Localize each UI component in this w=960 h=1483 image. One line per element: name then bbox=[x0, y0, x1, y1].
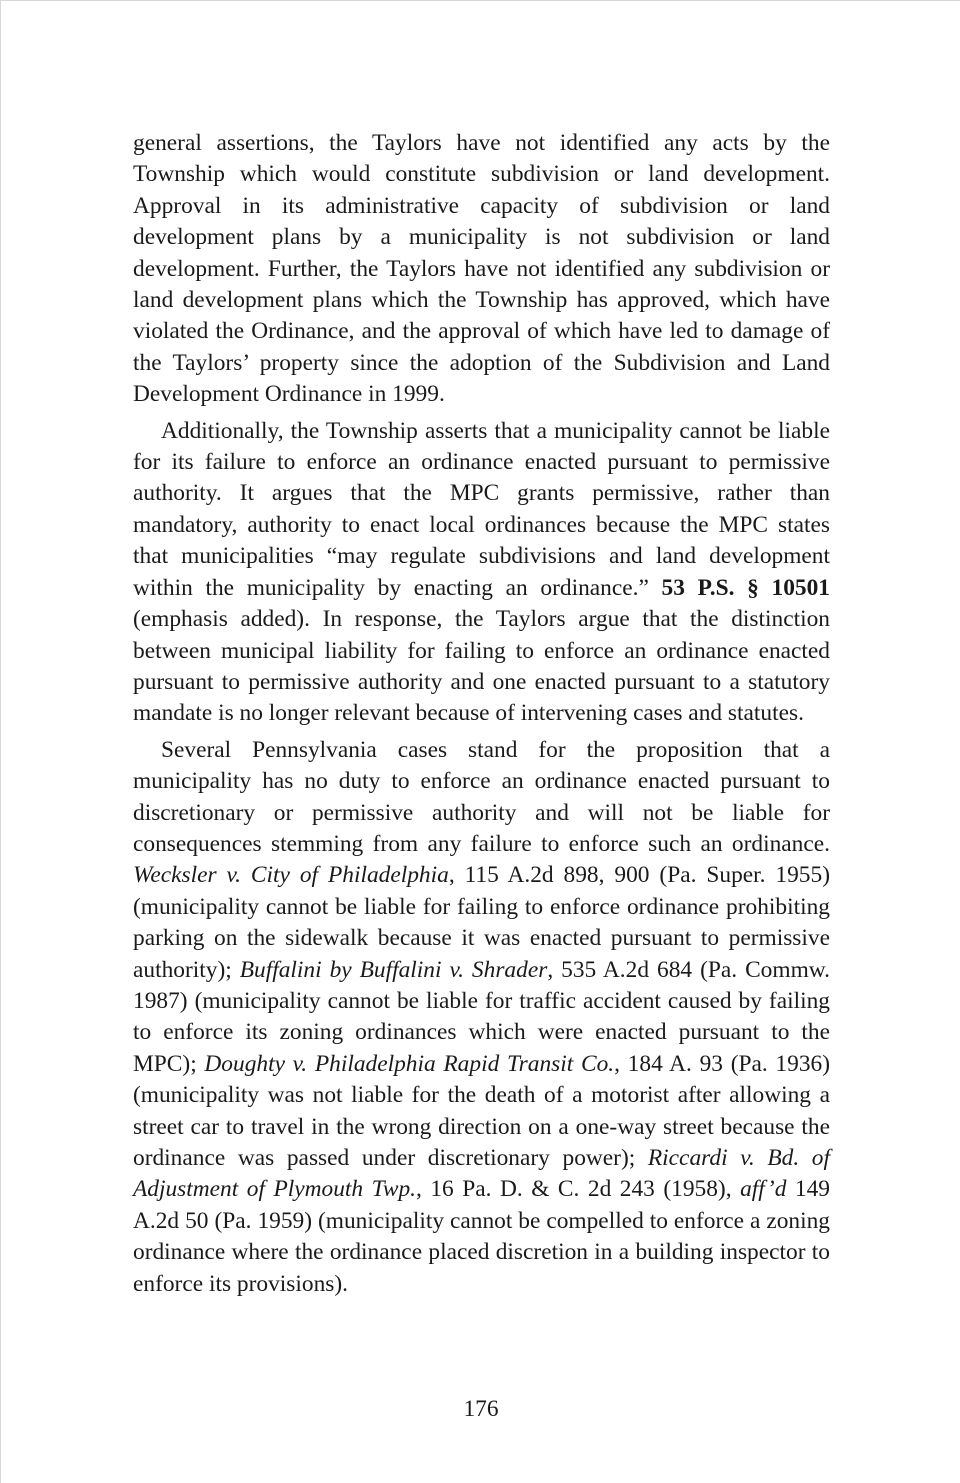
body-text bbox=[133, 128, 830, 1300]
text-run: (emphasis added). In response, the Taylors argue that the distinction between municipal liability for failing to enforce an ordinance enacted pursuant to permissive authority and one enacted pursuant to a statutory mandate is no longer relevant because of intervening cases and statutes. bbox=[133, 606, 830, 727]
citation-case-name: Wecksler v. City of Philadelphia bbox=[133, 862, 449, 889]
citation-case-name: Riccardi v. Bd. of Adjustment of Plymouth Twp. bbox=[133, 1145, 830, 1203]
statute-citation: 53 P.S. § 10501 bbox=[661, 574, 830, 601]
citation-case-name: Buffalini by Buffalini v. Shrader bbox=[239, 956, 548, 983]
text-run: general assertions, the Taylors have not identified any acts by the Township which would constitute subdivision or land development. Approval in its administrative capacity of subdivision or land development plans by a municipality is not subdivision or land development. Further, the Taylors have not identified any subdivision or land development plans which the Township has approved, which have violated the Ordinance, and the approval of which have led to damage of the Taylors’ property since the adoption of the Subdivision and Land Development Ordinance in 1999. bbox=[133, 130, 830, 408]
paragraph-3 bbox=[133, 735, 830, 1300]
text-run: 149 A.2d 50 (Pa. 1959) (municipality cannot be compelled to enforce a zoning ordinance where the ordinance placed discretion in a building inspector to enforce its provisions). bbox=[133, 1176, 830, 1297]
paragraph-1 bbox=[133, 128, 830, 411]
citation-case-name: aff’d bbox=[740, 1176, 787, 1203]
paragraph-2 bbox=[133, 416, 830, 730]
text-run: Additionally, the Township asserts that a municipality cannot be liable for its failure to enforce an ordinance enacted pursuant to permissive authority. It argues that the MPC grants permissive, rather than mandatory, authority to enact local ordinances because the MPC states that municipalities “may regulate subdivisions and land development within the municipality by enacting an ordinance.” bbox=[133, 417, 830, 601]
page-number: 176 bbox=[463, 1396, 499, 1422]
text-run: , 16 Pa. D. & C. 2d 243 (1958), bbox=[416, 1176, 741, 1203]
text-run: Several Pennsylvania cases stand for the proposition that a municipality has no duty to enforce an ordinance enacted pursuant to discretionary or permissive authority and will not be liable for consequences stemming from any failure to enforce such an ordinance. bbox=[133, 736, 830, 857]
text-run: , 535 A.2d 684 (Pa. Commw. 1987) (municipality cannot be liable for traffic accident caused by failing to enforce its zoning ordinances which were enacted pursuant to the MPC); bbox=[133, 956, 830, 1077]
citation-case-name: Doughty v. Philadelphia Rapid Transit Co. bbox=[204, 1050, 615, 1077]
text-run: , 184 A. 93 (Pa. 1936) (municipality was not liable for the death of a motorist after allowing a street car to travel in the wrong direction on a one-way street because the ordinance was passed under discretionary power); bbox=[133, 1050, 831, 1171]
text-run: , 115 A.2d 898, 900 (Pa. Super. 1955) (municipality cannot be liable for failing to enforce ordinance prohibiting parking on the sidewalk because it was enacted pursuant to permissive authority); bbox=[133, 862, 830, 983]
